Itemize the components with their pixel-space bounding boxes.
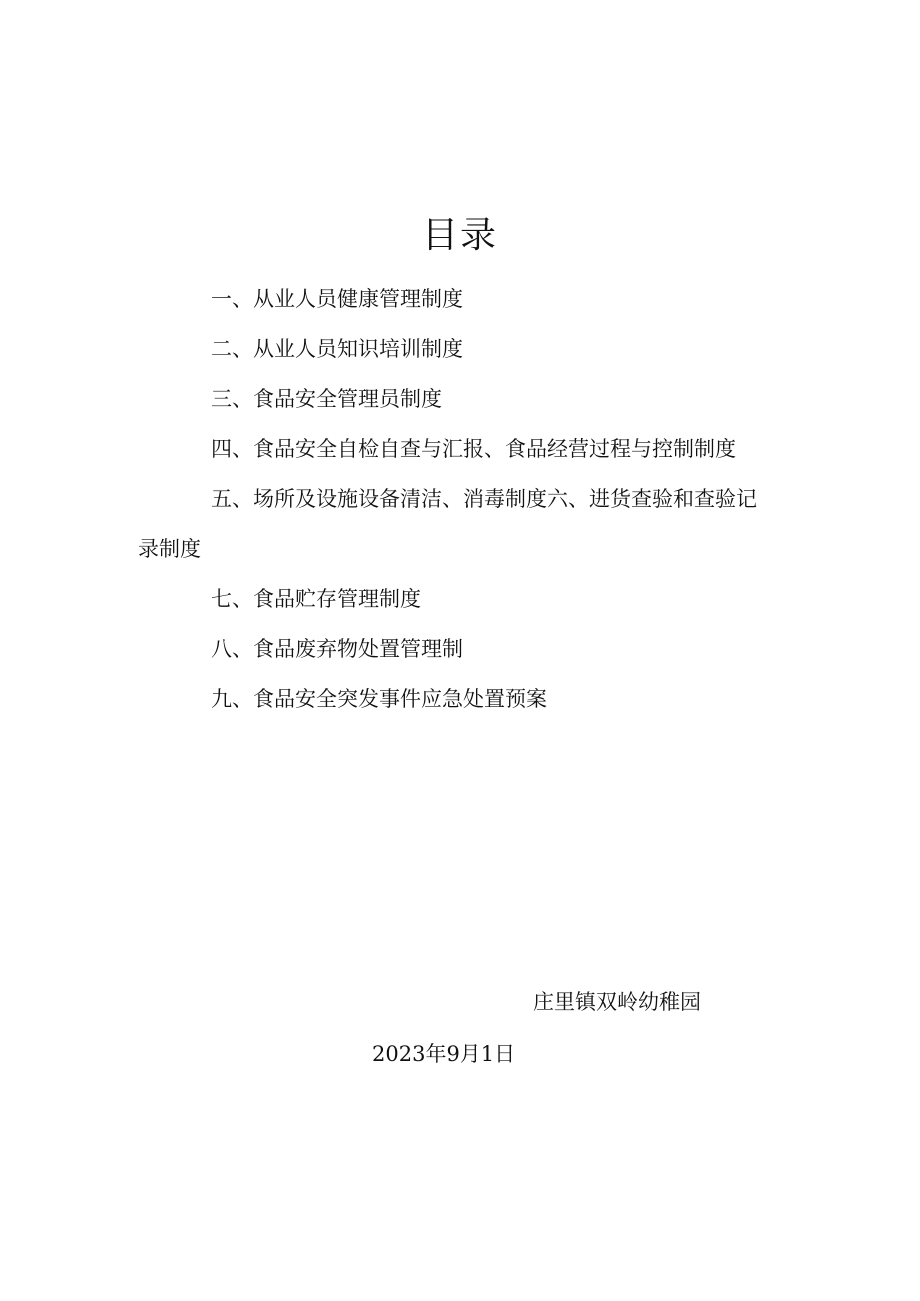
toc-item-8: 八、食品废弃物处置管理制: [211, 637, 463, 661]
organization-signature: 庄里镇双岭幼稚园: [533, 990, 701, 1014]
toc-item-9: 九、食品安全突发事件应急处置预案: [211, 687, 547, 711]
page-title: 目录: [421, 215, 498, 256]
document-date: 2023年9月1日: [372, 1042, 516, 1066]
toc-item-2: 二、从业人员知识培训制度: [211, 337, 463, 361]
toc-item-3: 三、食品安全管理员制度: [211, 387, 442, 411]
toc-item-7: 七、食品贮存管理制度: [211, 587, 421, 611]
toc-item-1: 一、从业人员健康管理制度: [211, 287, 463, 311]
table-of-contents: [138, 274, 773, 724]
toc-item-5: 五、场所及设施设备清洁、消毒制度六、进货查验和查验记录制度: [138, 487, 757, 561]
toc-item-4: 四、食品安全自检自查与汇报、食品经营过程与控制制度: [211, 437, 736, 461]
